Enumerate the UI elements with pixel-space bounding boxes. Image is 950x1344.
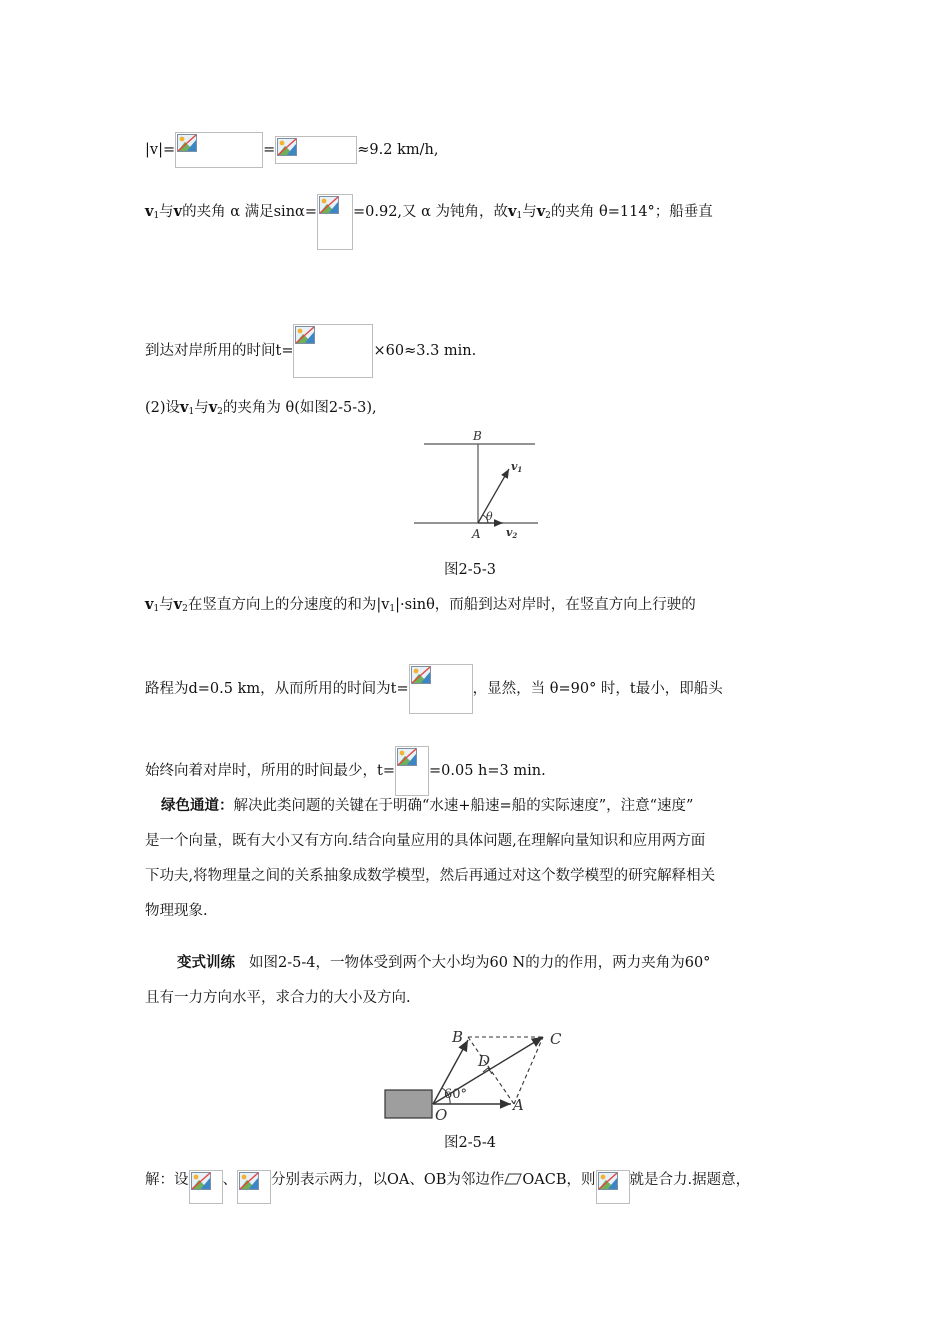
text: ≈9.2 km/h, [357,142,439,158]
object-block [385,1090,432,1118]
distance-line [145,664,723,714]
vector-symbol: v [173,203,183,220]
point-label-b: B [452,1028,464,1046]
parallelogram-icon [504,1171,522,1191]
broken-image-icon [239,1172,259,1190]
text: (2)设 [145,400,181,416]
paragraph-line [145,945,810,981]
broken-image-icon [191,1172,211,1190]
text: 的夹角为 θ(如图2-5-3), [222,400,377,416]
text: ×60≈3.3 min. [373,343,477,359]
paragraph-line [145,788,810,824]
text: 解决此类问题的关键在于明确“水速+船速=船的实际速度”，注意“速度” [233,798,694,814]
formula-image [409,664,473,714]
broken-image-icon [411,666,431,684]
point-label-a: A [513,1096,524,1114]
text: 到达对岸所用的时间t= [145,343,294,359]
figure-caption-2-5-3: 图2-5-3 [444,562,496,578]
subscript: 1 [188,407,195,417]
formula-line-velocity [145,132,438,168]
paragraph-line: 物理现象. [145,903,208,919]
broken-image-icon [277,138,297,156]
text: 如图2-5-4，一物体受到两个大小均为60 N的力的作用，两力夹角为60° [249,955,711,971]
solution-line [145,1170,750,1204]
formula-image [237,1170,271,1204]
text: 与 [159,204,174,220]
subscript: 1 [516,211,523,221]
angle-label-theta: θ [486,510,493,523]
point-label-b: B [473,429,482,443]
angle-label-60: 60° [444,1087,468,1102]
text: 的夹角 θ=114°；船垂直 [550,204,713,220]
paragraph-line: 是一个向量，既有大小又有方向.结合向量应用的具体问题,在理解向量知识和应用两方面 [145,833,706,849]
vector-symbol: v [173,596,183,613]
subscript: 1 [153,604,160,614]
formula-image [293,324,373,378]
vector-symbol: v [536,203,546,220]
formula-image [189,1170,223,1204]
text: = [263,142,276,158]
green-channel-label: 绿色通道： [161,797,234,814]
label-v2: v2 [506,526,518,540]
formula-line-time [145,324,476,378]
vector-symbol: v [145,596,154,613]
text: 路程为d=0.5 km，从而所用的时间为t= [145,681,409,697]
text: ，显然，当 θ=90° 时，t最小，即船头 [472,681,723,697]
broken-image-icon [598,1172,618,1190]
formula-image [596,1170,630,1204]
formula-image [175,132,263,168]
paragraph-line: 且有一力方向水平，求合力的大小及方向. [145,990,411,1006]
subscript: 1 [389,604,396,614]
text: |v|= [145,142,176,158]
broken-image-icon [295,326,315,344]
text: 解：设 [145,1172,189,1188]
point-label-c: C [550,1030,562,1048]
text: 就是合力.据题意， [629,1172,751,1188]
figure-2-5-4 [380,1020,580,1130]
broken-image-icon [397,748,417,766]
formula-image [317,194,353,250]
figure-caption-2-5-4: 图2-5-4 [444,1135,496,1151]
point-label-o: O [435,1106,448,1124]
vector-symbol: v [208,399,218,416]
part2-intro [145,398,377,422]
formula-line-angle [145,202,713,250]
broken-image-icon [177,134,197,152]
dashed-ac [514,1037,543,1104]
text: 、 [222,1172,237,1188]
figure-2-5-3 [410,424,550,546]
text: 与 [159,597,174,613]
text: 分别表示两力，以OA、OB为邻边作 [271,1172,505,1188]
text: =0.05 h=3 min. [428,763,546,779]
point-label-a: A [472,527,481,541]
green-channel-paragraph [145,788,810,929]
vertical-component-line [145,595,696,619]
vector-v1-arrow [478,469,509,523]
subscript: 2 [545,211,551,221]
label-v1: v1 [511,460,523,474]
subscript: 1 [153,211,160,221]
dashed-ab [468,1037,514,1104]
paragraph-line: 下功夫,将物理量之间的关系抽象成数学模型，然后再通过对这个数学模型的研究解释相关 [145,868,716,884]
formula-image [275,136,357,164]
broken-image-icon [319,196,339,214]
vector-symbol: v [180,399,189,416]
text: |·sinθ，而船到达对岸时，在竖直方向上行驶的 [395,597,696,613]
vector-symbol: v [508,203,517,220]
text: =0.92,又 α 为钝角，故 [352,204,509,220]
text: 与 [522,204,537,220]
exercise-paragraph [145,945,810,1016]
point-label-d: D [478,1052,491,1070]
text: 与 [194,400,209,416]
text: 始终向着对岸时，所用的时间最少，t= [145,763,395,779]
exercise-label: 变式训练 [177,954,235,971]
subscript: 2 [182,604,188,614]
vector-symbol: v [145,203,154,220]
text: 的夹角 α 满足sinα= [182,204,317,220]
text: 在竖直方向上的分速度的和为|v [187,597,390,613]
text: OACB，则 [522,1172,596,1188]
subscript: 2 [217,407,223,417]
